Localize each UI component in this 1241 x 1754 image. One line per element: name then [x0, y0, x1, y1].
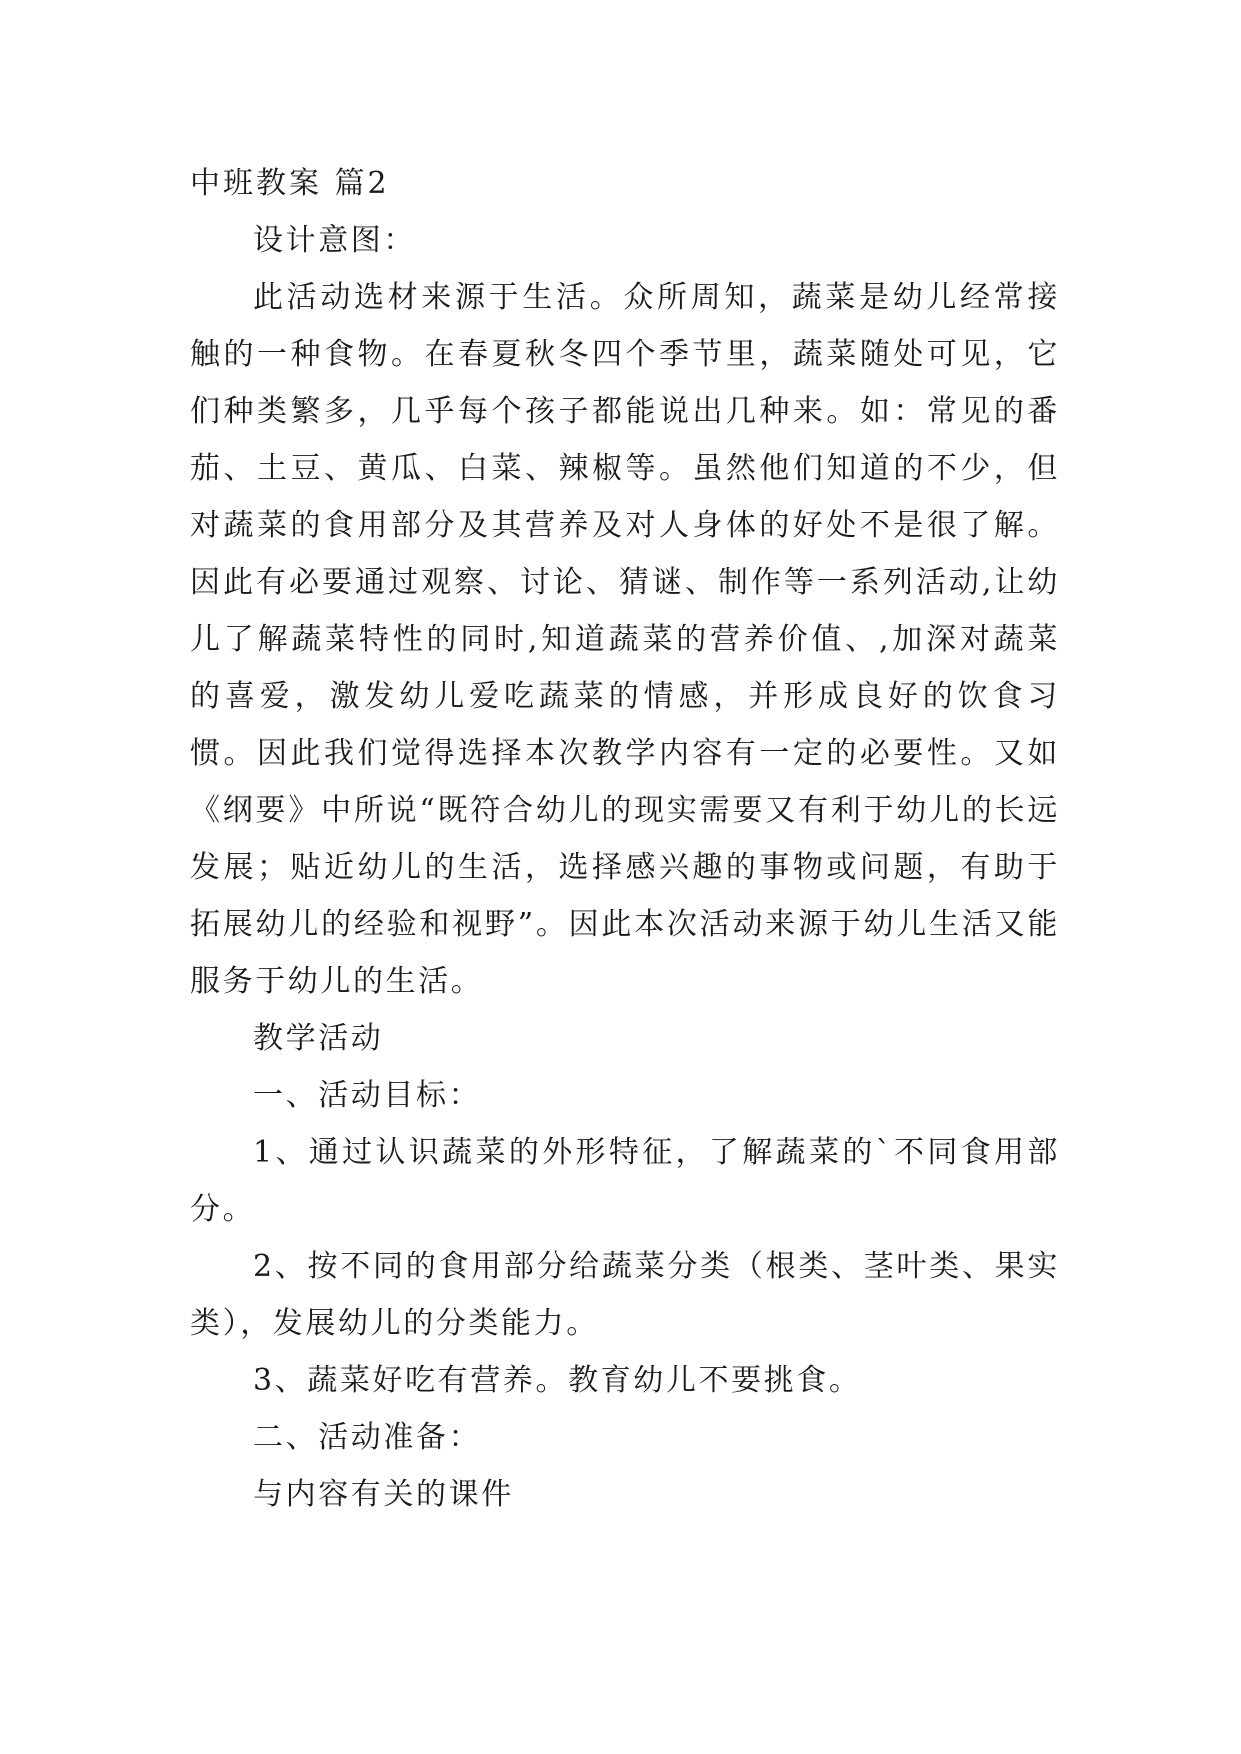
design-intent-paragraph: 此活动选材来源于生活。众所周知，蔬菜是幼儿经常接触的一种食物。在春夏秋冬四个季节里，蔬菜随处可见，它们种类繁多，几乎每个孩子都能说出几种来。如：常见的番茄、土豆、黄瓜、白菜、辣椒等。虽然他们知道的不少，但对蔬菜的食用部分及其营养及对人身体的好处不是很了解。因此有必要通过观察、讨论、猜谜、制作等一系列活动,让幼儿了解蔬菜特性的同时,知道蔬菜的营养价值、,加深对蔬菜的喜爱，激发幼儿爱吃蔬菜的情感，并形成良好的饮食习惯。因此我们觉得选择本次教学内容有一定的必要性。又如《纲要》中所说“既符合幼儿的现实需要又有利于幼儿的长远发展；贴近幼儿的生活，选择感兴趣的事物或问题，有助于拓展幼儿的经验和视野”。因此本次活动来源于幼儿生活又能服务于幼儿的生活。: [190, 280, 1060, 999]
goal-item-3: 3、蔬菜好吃有营养。教育幼儿不要挑食。: [253, 1363, 862, 1398]
goal-item-2: 2、按不同的食用部分给蔬菜分类（根类、茎叶类、果实类），发展幼儿的分类能力。: [190, 1249, 1060, 1341]
document-body: [190, 155, 1060, 1523]
preparation-item: 与内容有关的课件: [253, 1477, 514, 1512]
section-heading-activity-preparation: 二、活动准备：: [253, 1420, 482, 1455]
section-heading-design-intent: 设计意图：: [253, 223, 416, 258]
section-heading-activity-goals: 一、活动目标：: [253, 1078, 482, 1113]
goal-item-1: 1、通过认识蔬菜的外形特征，了解蔬菜的`不同食用部分。: [190, 1135, 1060, 1227]
section-heading-teaching-activity: 教学活动: [253, 1021, 384, 1056]
document-title: 中班教案 篇2: [190, 166, 390, 201]
